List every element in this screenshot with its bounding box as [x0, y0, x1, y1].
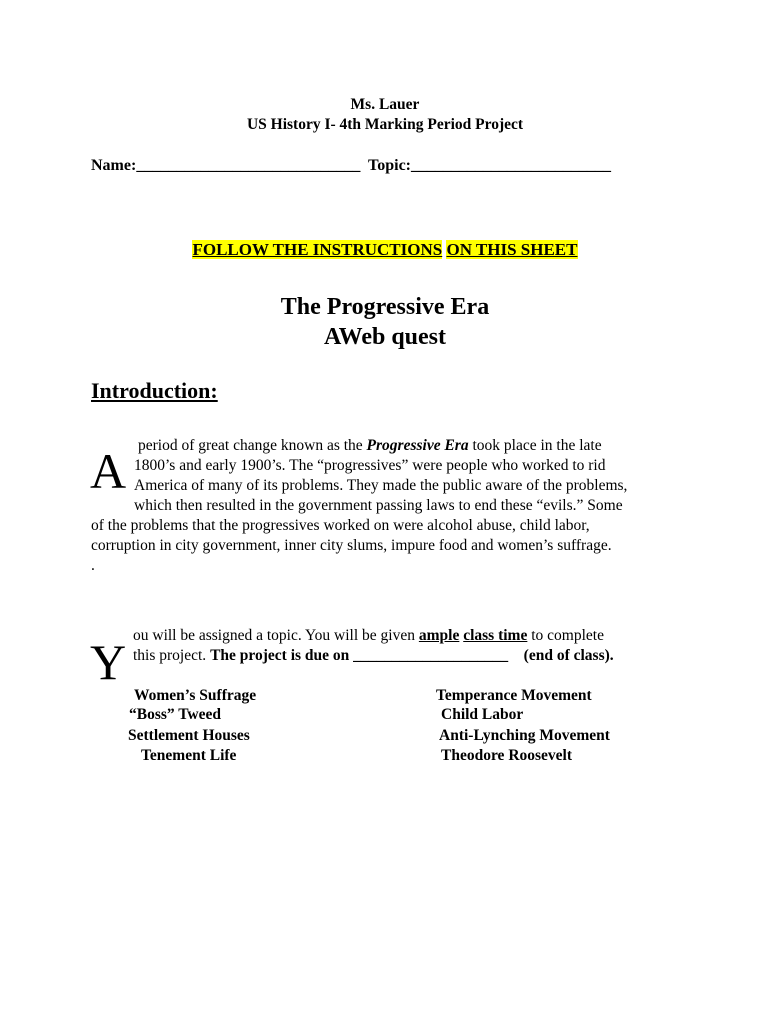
- ample-text: ample: [418, 627, 460, 644]
- assignment-line-1-pre: ou will be assigned a topic. You will be given: [133, 627, 419, 644]
- assignment-line-2-pre: this project.: [133, 647, 211, 664]
- assignment-line-1-post: to complete: [527, 627, 604, 644]
- topic-boss-tweed: “Boss” Tweed: [129, 706, 222, 723]
- document-subtitle: AWeb quest: [323, 324, 447, 350]
- teacher-name: Ms. Lauer: [350, 96, 420, 113]
- topic-anti-lynching-movement: Anti-Lynching Movement: [439, 727, 610, 744]
- topic-temperance-movement: Temperance Movement: [436, 687, 592, 704]
- introduction-heading: Introduction:: [91, 378, 218, 403]
- assignment-line-2: [133, 647, 614, 665]
- intro-line-1-pre: period of great change known as the: [138, 437, 367, 454]
- intro-line-1-post: took place in the late: [468, 437, 602, 454]
- assignment-line-1: [133, 627, 604, 645]
- instructions-notice: [0, 240, 770, 260]
- progressive-era-term: Progressive Era: [366, 437, 469, 454]
- topic-womens-suffrage: Women’s Suffrage: [134, 687, 257, 704]
- intro-line-3: America of many of its problems. They made the public aware of the problems,: [134, 477, 628, 494]
- intro-line-5: of the problems that the progressives worked on were alcohol abuse, child labor,: [91, 517, 590, 534]
- due-date-line: The project is due on ____________________ (end of class).: [210, 647, 614, 664]
- intro-line-1: [138, 437, 602, 455]
- name-topic-field: Name:____________________________ Topic:_________________________: [91, 157, 611, 174]
- notice-part-1: FOLLOW THE INSTRUCTIONS: [192, 240, 443, 259]
- class-time-text: class time: [463, 627, 528, 644]
- topic-theodore-roosevelt: Theodore Roosevelt: [441, 747, 573, 764]
- topic-settlement-houses: Settlement Houses: [128, 727, 250, 744]
- course-title: US History I- 4th Marking Period Project: [246, 116, 524, 133]
- intro-line-4: which then resulted in the government passing laws to end these “evils.” Some: [134, 497, 623, 514]
- document-title: The Progressive Era: [280, 294, 490, 320]
- dropcap-a: A: [90, 443, 127, 499]
- topic-tenement-life: Tenement Life: [141, 747, 237, 764]
- intro-line-6: corruption in city government, inner city slums, impure food and women’s suffrage.: [91, 537, 612, 554]
- intro-line-7: .: [91, 557, 95, 574]
- notice-part-2: ON THIS SHEET: [446, 240, 578, 259]
- topic-child-labor: Child Labor: [441, 706, 524, 723]
- dropcap-y: Y: [90, 634, 127, 690]
- intro-line-2: 1800’s and early 1900’s. The “progressives” were people who worked to rid: [134, 457, 606, 474]
